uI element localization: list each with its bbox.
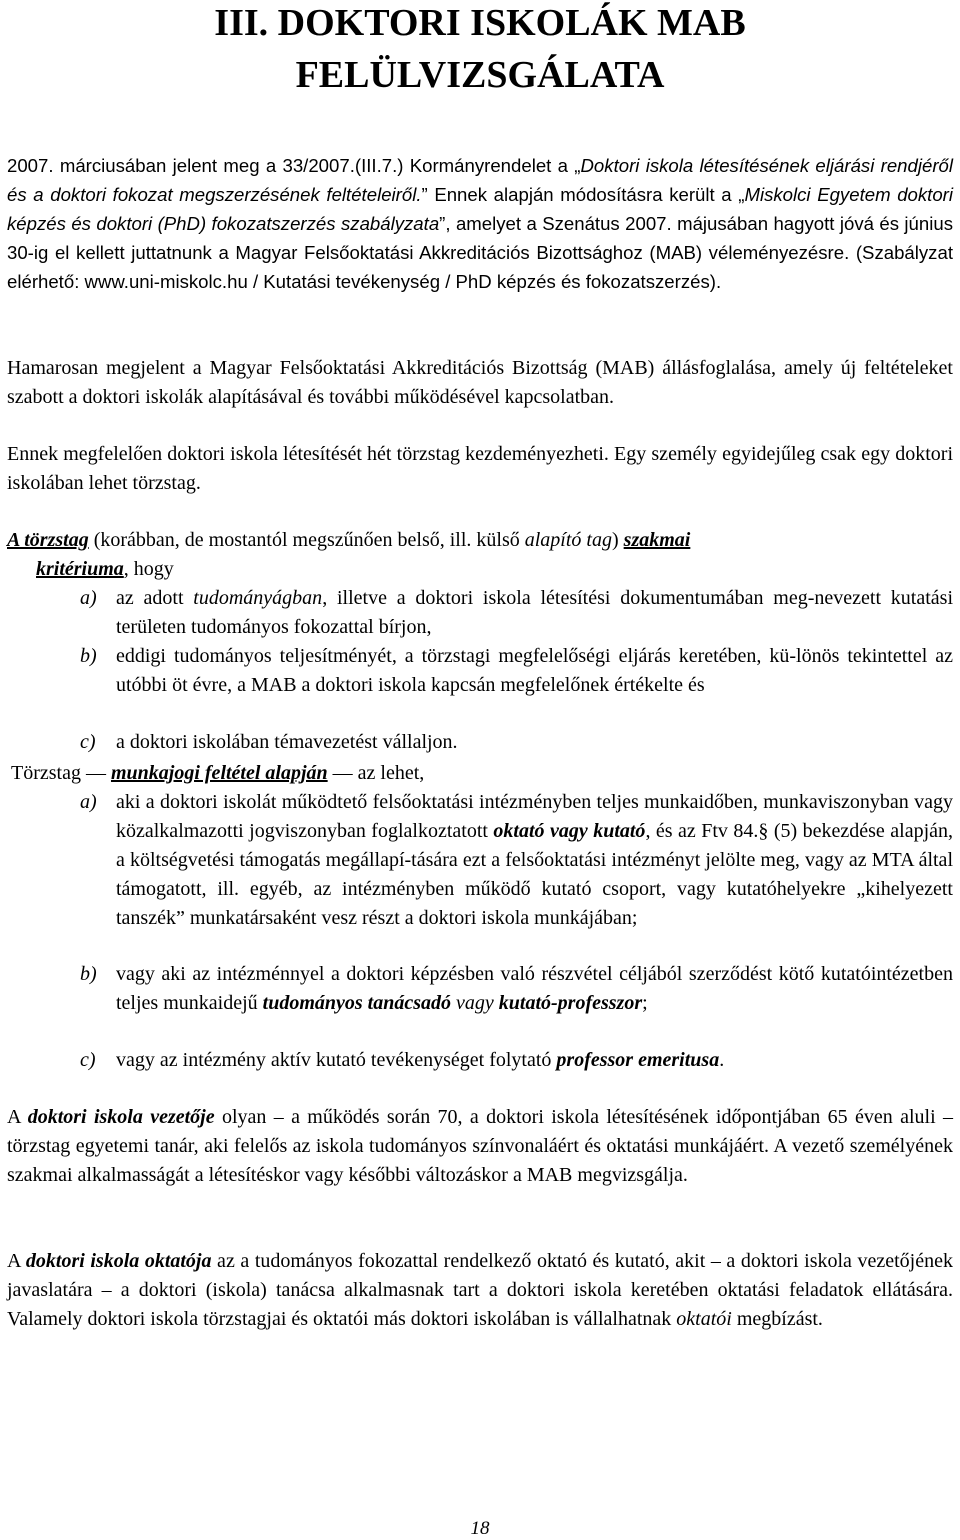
page-number: 18 bbox=[470, 1518, 490, 1539]
item-label: b) bbox=[80, 645, 97, 667]
item-text bbox=[116, 960, 953, 1018]
title-line-1: III. DOKTORI ISKOLÁK MAB bbox=[214, 2, 746, 44]
item-text-part: vagy aki az intézménnyel a doktori képzésben való részvétel céljából szerződést kötő kutatóintézetben teljes munkaidejű bbox=[116, 963, 953, 1014]
criteria-term: kritériuma bbox=[36, 558, 124, 580]
criteria-text-1: (korábban, de mostantól megszűnően belső, ill. külső bbox=[88, 529, 525, 551]
founding-paragraph: Ennek megfelelően doktori iskola létesítését hét törzstag kezdeményezheti. Egy személy egyidejűleg csak egy doktori iskolában lehet törzstag. bbox=[7, 443, 953, 494]
teacher-term: doktori iskola oktatója bbox=[25, 1250, 212, 1272]
item-text-part: aki a doktori iskolát működtető felsőoktatási intézményben teljes munkaidőben, munkaviszonyban vagy közalkalmazotti jogviszonyban foglalkoztatott bbox=[116, 791, 953, 842]
item-text-part: vagy bbox=[451, 992, 499, 1014]
employment-text-1: Törzstag bbox=[11, 762, 86, 784]
item-label: a) bbox=[80, 587, 97, 609]
employment-term: munkajogi feltétel alapján bbox=[110, 762, 328, 784]
item-text bbox=[116, 1046, 953, 1075]
intro-text-3: ”, amelyet a Szenátus 2007. májusában hagyott jóvá és június 30-ig el kellett juttatnunk a Magyar Felsőoktatási Akkreditációs Bizottsághoz (MAB) véleményezésre. (Szabályzat elérhető: www.uni-miskolc.hu / Kutatási tevékenység / PhD képzés és fokozatszerzés). bbox=[7, 213, 953, 292]
item-label: b) bbox=[80, 963, 97, 985]
founding-member: alapító tag bbox=[524, 529, 612, 551]
item-text-part: az adott bbox=[116, 587, 194, 609]
item-text-part: , illetve a doktori iskola létesítési dokumentumában meg-nevezett kutatási területen tudományos fokozattal bírjon, bbox=[116, 587, 953, 638]
item-label: c) bbox=[80, 1049, 96, 1071]
item-label: a) bbox=[80, 791, 97, 813]
item-label: c) bbox=[80, 731, 96, 753]
professional-term: szakmai bbox=[623, 529, 691, 551]
teacher-text-2: az a tudományos fokozattal rendelkező oktató és kutató, akit – a doktori iskola vezetőjének javaslatára – a doktori (iskola) tanácsa alkalmasnak tart a doktori iskola keretében oktatási feladatok ellátására. Valamely doktori iskola törzstagjai és oktatói más doktori iskolában is vállalhatnak bbox=[7, 1250, 953, 1330]
field-term: tudományágban bbox=[193, 587, 323, 609]
teacher-assignment: oktatói bbox=[676, 1308, 732, 1330]
title-line-2: FELÜLVIZSGÁLATA bbox=[295, 54, 665, 96]
item-text-part: ; bbox=[642, 992, 648, 1014]
mab-paragraph: Hamarosan megjelent a Magyar Felsőoktatási Akkreditációs Bizottság (MAB) állásfoglalása, amely új feltételeket szabott a doktori iskolák alapításával és további működésével kapcsolatban. bbox=[7, 357, 953, 408]
item-text-part: vagy az intézmény aktív kutató tevékenységet folytató bbox=[116, 1049, 557, 1071]
teacher-text-1: A bbox=[7, 1250, 26, 1272]
criteria-heading-2 bbox=[36, 555, 174, 584]
employment-heading: Törzstag — munkajogi feltétel alapján — az lehet, bbox=[11, 762, 425, 784]
criteria-heading bbox=[7, 526, 953, 555]
leader-text-2: olyan – a működés során 70, a doktori iskola létesítésének időpontjában 65 éven aluli – törzstag egyetemi tanár, aki felelős az iskola tudományos színvonaláért és oktatási munkájáért. A vezető személyének szakmai alkalmasságát a létesítéskor vagy későbbi változáskor a MAB megvizsgálja. bbox=[7, 1106, 954, 1186]
intro-text-2: ” Ennek alapján módosításra került a „ bbox=[421, 184, 745, 205]
leader-text-1: A bbox=[7, 1106, 28, 1128]
item-text bbox=[116, 788, 953, 933]
intro-paragraph bbox=[7, 151, 953, 296]
regulation-title: Miskolci Egyetem doktori képzés és doktori (PhD) fokozatszerzés szabályzata bbox=[7, 184, 954, 234]
teacher-text-3: megbízást. bbox=[731, 1308, 823, 1330]
professor-emeritus: professor emeritusa bbox=[556, 1049, 720, 1071]
criteria-text-3: , hogy bbox=[123, 558, 174, 580]
item-text bbox=[116, 584, 953, 642]
scientific-advisor: tudományos tanácsadó bbox=[262, 992, 451, 1014]
intro-text-1: 2007. márciusában jelent meg a 33/2007.(III.7.) Kormányrendelet a „ bbox=[7, 155, 581, 176]
criteria-subject: A törzstag bbox=[7, 529, 89, 551]
item-text: eddigi tudományos teljesítményét, a törzstagi megfelelőségi eljárás keretében, kü-lönös tekintettel az utóbbi öt évre, a MAB a doktori iskola kapcsán megfelelőnek értékelte és bbox=[116, 645, 953, 696]
item-text: a doktori iskolában témavezetést vállaljon. bbox=[116, 731, 458, 753]
criteria-text-2: ) bbox=[611, 529, 624, 551]
research-professor: kutató-professzor bbox=[498, 992, 643, 1014]
leader-paragraph bbox=[7, 1103, 953, 1190]
item-text-part: , és az Ftv 84.§ (5) bekezdése alapján, a költségvetési támogatás megállapí-tására ezt a felsőoktatási intézményt jelölte meg, vagy az MTA által támogatott, ill. egyéb, az intézményben működő kutató csoport, vagy kutatóhelyekre „kihelyezett tanszék” munkatársaként vesz részt a doktori iskola munkájában; bbox=[116, 820, 953, 929]
leader-term: doktori iskola vezetője bbox=[27, 1106, 215, 1128]
decree-title: Doktori iskola létesítésének eljárási rendjéről és a doktori fokozat megszerzésének feltételeiről. bbox=[7, 155, 953, 205]
item-text-part: . bbox=[719, 1049, 725, 1071]
employment-text-2: az lehet, bbox=[352, 762, 425, 784]
teacher-or-researcher: oktató vagy kutató bbox=[493, 820, 646, 842]
teacher-paragraph bbox=[7, 1247, 953, 1334]
